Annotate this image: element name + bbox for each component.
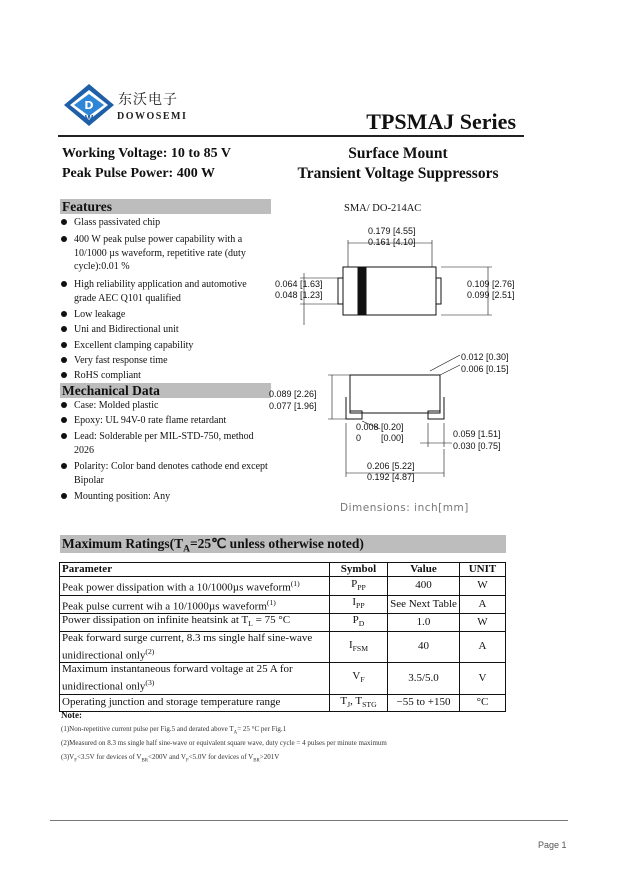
col-symbol: Symbol (330, 563, 388, 577)
dim-lead-thickness-max: 0.012 [0.30] (461, 352, 509, 362)
col-unit: UNIT (460, 563, 506, 577)
dim-body-width-max: 0.109 [2.76] (467, 279, 515, 289)
dim-standoff-max: 0.008 [0.20] (356, 422, 404, 432)
logo-chinese-name: 东沃电子 (118, 92, 178, 108)
svg-text:D: D (84, 99, 94, 112)
series-title: TPSMAJ Series (366, 109, 516, 134)
note-1: (1)Non-repetitive current pulse per Fig.5 and derated above $T_A= 25$ °C per Fig.1 (61, 725, 287, 736)
peak-pulse-power: Peak Pulse Power: 400 W (62, 166, 215, 181)
package-title: SMA/ DO-214AC (344, 203, 422, 214)
dim-body-width-min: 0.099 [2.51] (467, 290, 515, 300)
dim-foot-min: 0.030 [0.75] (453, 441, 501, 451)
dim-lead-height-min: 0.048 [1.23] (275, 290, 323, 300)
feature-item: Uni and Bidirectional unit (74, 323, 270, 337)
dim-height-min: 0.077 [1.96] (269, 401, 317, 411)
dim-total-length-min: 0.192 [4.87] (367, 472, 415, 482)
logo-english-name: DOWOSEMI (117, 111, 188, 122)
footer-divider (50, 820, 568, 821)
note-2: (2)Measured on 8.3 ms single half sine-wave or equivalent square wave, duty cycle = 4 pulses per minute maximum (61, 739, 387, 747)
working-voltage: Working Voltage: 10 to 85 V (62, 146, 231, 161)
table-row: Peak power dissipation with a 10/1000µs waveform$^{(1)}$ $P_{PP}$ 400 W (60, 577, 506, 596)
table-row: Peak pulse current wih a 10/1000µs waveform$^{(1)}$ $I_{PP}$ See Next Table A (60, 595, 506, 614)
product-line-2: Transient Voltage Suppressors (297, 165, 499, 182)
table-row: Operating junction and storage temperature range $T_J$, $T_{STG}$ −55 to +150 °C (60, 694, 506, 711)
mechanical-item: Epoxy: UL 94V-0 rate flame retardant (74, 414, 270, 428)
dim-length-min: 0.161 [4.10] (368, 237, 416, 247)
feature-item: High reliability application and automotive grade AEC Q101 qualified (74, 278, 270, 305)
notes-title: Note: (61, 710, 82, 720)
table-row: Maximum instantaneous forward voltage at 25 A for unidirectional only$^{(3)}$ $V_F$ 3.5/5.0 V (60, 663, 506, 695)
table-row: Peak forward surge current, 8.3 ms single half sine-wave unidirectional only$^{(2)}$ $I_{FSM}$ 40 A (60, 631, 506, 663)
note-3: $(3)V_F<3.5V$ for devices of $V_{BR}<200V$ and $V_F<5.0V$ for devices of $V_{BR}>201V$ (61, 753, 280, 764)
product-line-1: Surface Mount (348, 145, 448, 162)
dim-length-max: 0.179 [4.55] (368, 226, 416, 236)
feature-item: Glass passivated chip (74, 216, 270, 230)
dimensions-unit-note: Dimensions: inch[mm] (340, 502, 469, 514)
feature-item: RoHS compliant (74, 369, 270, 383)
feature-item: Low leakage (74, 308, 270, 322)
ratings-heading: Maximum $Ratings(T_A=25℃$ unless otherwise noted) (60, 535, 506, 553)
dowosemi-logo-icon (64, 84, 114, 126)
feature-item: Very fast response time (74, 354, 270, 368)
mechanical-item: Mounting position: Any (74, 490, 270, 504)
dim-height-max: 0.089 [2.26] (269, 389, 317, 399)
dim-total-length-max: 0.206 [5.22] (367, 461, 415, 471)
header-divider (58, 135, 524, 137)
mechanical-item: Lead: Solderable per MIL-STD-750, method 2026 (74, 430, 270, 457)
table-header-row (60, 563, 506, 577)
mechanical-heading: Mechanical Data (60, 383, 271, 398)
mechanical-item: Case: Molded plastic (74, 399, 270, 413)
col-parameter: Parameter (60, 563, 330, 577)
feature-item: 400 W peak pulse power capability with a 10/1000 µs waveform, repetitive rate (duty cycle):0.01 % (74, 233, 270, 274)
page-number: Page 1 (538, 840, 567, 850)
feature-item: Excellent clamping capability (74, 339, 270, 353)
mechanical-item: Polarity: Color band denotes cathode end except Bipolar (74, 460, 270, 487)
col-value: Value (388, 563, 460, 577)
svg-text:W: W (84, 114, 94, 123)
dim-standoff-min: 0 [0.00] (356, 433, 404, 443)
dim-lead-thickness-min: 0.006 [0.15] (461, 364, 509, 374)
dim-foot-max: 0.059 [1.51] (453, 429, 501, 439)
features-heading: Features (60, 199, 271, 214)
dim-lead-height-max: 0.064 [1.63] (275, 279, 323, 289)
ratings-table (59, 562, 506, 712)
table-row: Power dissipation on infinite heatsink at $T_L = 75$ °C $P_D$ 1.0 W (60, 614, 506, 631)
